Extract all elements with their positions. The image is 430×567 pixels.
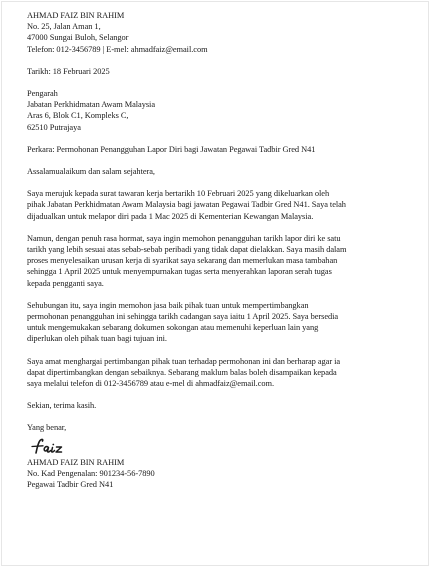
paragraph-line: Namun, dengan penuh rasa hormat, saya ingin memohon penangguhan tarikh lapor diri ke satu (27, 233, 341, 243)
sign-off: Yang benar, (27, 423, 67, 433)
paragraph-line: proses menyelesaikan urusan kerja di syarikat saya sekarang dan memerlukan masa tambahan (27, 256, 338, 266)
letter-date: Tarikh: 18 Februari 2025 (27, 66, 110, 76)
paragraph-line: pihak Jabatan Perkhidmatan Awam Malaysia bagi jawatan Pegawai Tadbir Gred N41. Saya telah (27, 200, 346, 210)
signatory-ic: No. Kad Pengenalan: 901234-56-7890 (27, 468, 155, 478)
paragraph-line: saya melalui telefon di 012-3456789 atau e-mel di ahmadfaiz@email.com. (27, 379, 275, 389)
paragraph-line: Saya merujuk kepada surat tawaran kerja bertarikh 10 Februari 2025 yang dikeluarkan oleh (27, 189, 330, 199)
sender-block (27, 10, 422, 55)
paragraph-line: permohonan penangguhan ini sehingga tarikh cadangan saya iaitu 1 April 2025. Saya bersedia (27, 312, 339, 322)
signatory-position: Pegawai Tadbir Gred N41 (27, 480, 114, 490)
recipient-address-line1: Aras 6, Blok C1, Kompleks C, (27, 111, 129, 121)
letter-body (27, 10, 422, 490)
closing-line (27, 400, 422, 411)
paragraph-line: untuk mengemukakan sebarang dokumen sokongan atau memenuhi keperluan lain yang (27, 323, 319, 333)
signatory-block (27, 457, 422, 491)
paragraph-line: kepada pengganti saya. (27, 278, 104, 288)
date-line (27, 66, 422, 77)
sender-address-line1: No. 25, Jalan Aman 1, (27, 22, 101, 32)
sender-contact: Telefon: 012-3456789 | E-mel: ahmadfaiz@email.com (27, 44, 208, 54)
recipient-block (27, 88, 422, 133)
subject: Perkara: Permohonan Penangguhan Lapor Diri bagi Jawatan Pegawai Tadbir Gred N41 (27, 144, 316, 154)
recipient-org: Jabatan Perkhidmatan Awam Malaysia (27, 100, 156, 110)
paragraph-1 (27, 188, 422, 222)
paragraph-line: sehingga 1 April 2025 untuk menyempurnakan tugas serta menyerahkan laporan serah tugas (27, 267, 332, 277)
recipient-address-line2: 62510 Putrajaya (27, 122, 81, 132)
sign-off-line (27, 422, 422, 433)
handwritten-signature (27, 437, 87, 457)
paragraph-line: Sehubungan itu, saya ingin memohon jasa baik pihak tuan untuk mempertimbangkan (27, 300, 309, 310)
paragraph-4 (27, 356, 422, 390)
closing: Sekian, terima kasih. (27, 401, 97, 411)
paragraph-line: diperlukan oleh pihak tuan bagi tujuan ini. (27, 334, 167, 344)
paragraph-2 (27, 233, 422, 289)
paragraph-line: dijadualkan untuk melapor diri pada 1 Mac 2025 di Kementerian Kewangan Malaysia. (27, 211, 314, 221)
paragraph-line: tarikh yang lebih sesuai atas sebab-sebab peribadi yang tidak dapat dielakkan. Saya masih dalam (27, 245, 347, 255)
paragraph-line: dapat dipertimbangkan dengan sebaiknya. Sebarang maklum balas boleh disampaikan kepada (27, 367, 337, 377)
paragraph-line: Saya amat menghargai pertimbangan pihak tuan terhadap permohonan ini dan berharap agar ia (27, 356, 341, 366)
salutation-line (27, 166, 422, 177)
recipient-title: Pengarah (27, 89, 58, 99)
sender-address-line2: 47000 Sungai Buloh, Selangor (27, 33, 129, 43)
salutation: Assalamualaikum dan salam sejahtera, (27, 167, 155, 177)
paragraph-3 (27, 300, 422, 345)
sender-name: AHMAD FAIZ BIN RAHIM (27, 11, 125, 20)
signatory-name: AHMAD FAIZ BIN RAHIM (27, 457, 125, 467)
subject-line (27, 144, 422, 155)
